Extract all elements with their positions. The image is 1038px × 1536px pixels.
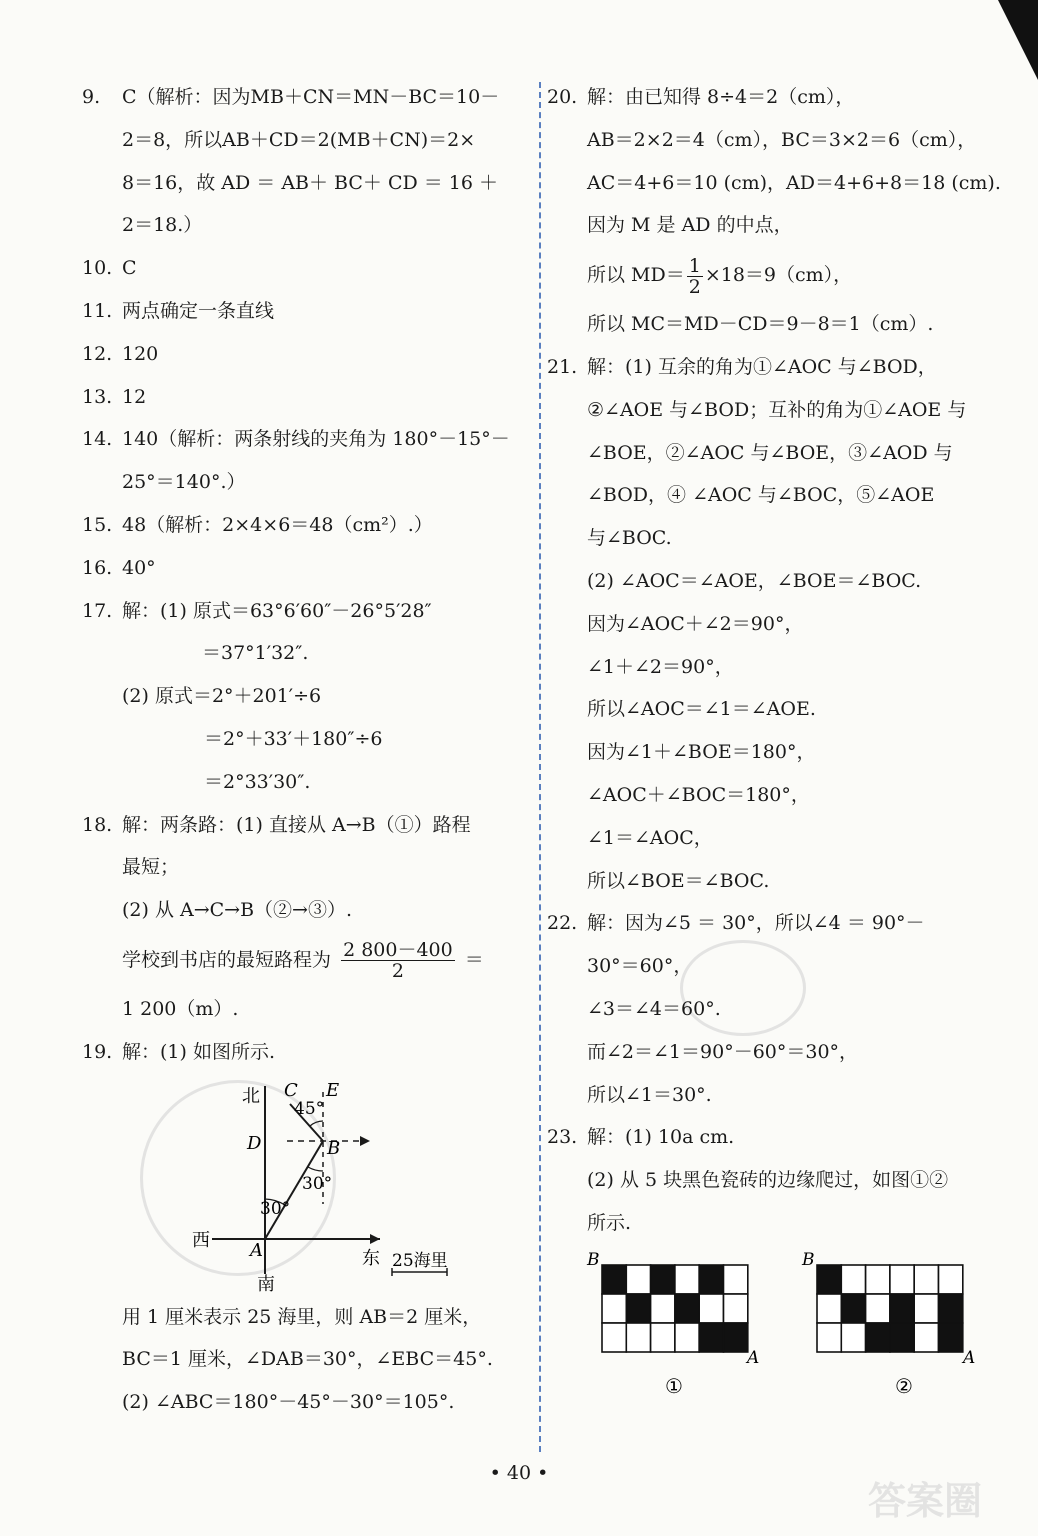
answer-text: (2) ∠AOC＝∠AOE，∠BOE＝∠BOC. (587, 569, 922, 592)
answer-text: ∠BOE，②∠AOC 与∠BOE，③∠AOD 与 (587, 441, 953, 464)
white-tile (724, 1294, 748, 1323)
answer-text: 8＝16，故 AD ＝ AB＋ BC＋ CD ＝ 16 ＋ (122, 171, 499, 194)
q20-numerator: 1 (688, 254, 701, 277)
answer-line (82, 504, 527, 547)
answer-text: 解：(1) 原式＝63°6′60″－26°5′28″ (122, 599, 432, 622)
answer-line (82, 418, 527, 461)
black-tile (890, 1294, 914, 1323)
answer-line (547, 688, 995, 731)
black-tile (817, 1265, 841, 1294)
answer-line (547, 1031, 995, 1074)
white-tile (866, 1294, 890, 1323)
answer-text: 2＝8，所以AB＋CD＝2(MB＋CN)＝2× (122, 128, 476, 151)
answer-text: 两点确定一条直线 (122, 299, 275, 322)
q19-after-lines (82, 1296, 527, 1424)
answer-line (547, 162, 1001, 205)
question-number: 12. (82, 342, 113, 365)
angle-45-label: 45° (294, 1098, 325, 1119)
angle-arc-b (308, 1167, 323, 1171)
question-number: 21. (547, 355, 578, 378)
tile-figure-2 (817, 1265, 963, 1352)
fig1-caption: ① (665, 1373, 683, 1395)
white-tile (890, 1265, 914, 1294)
question-number: 11. (82, 299, 113, 322)
white-tile (602, 1294, 626, 1323)
answer-line (82, 461, 527, 504)
q18-denominator: 2 (391, 960, 404, 983)
answer-line (82, 290, 527, 333)
answer-line (82, 1296, 527, 1339)
answer-text: ＝2°33′30″. (204, 770, 311, 793)
point-d-label: D (247, 1132, 262, 1154)
answer-text: 最短； (122, 856, 180, 879)
q18-prefix: 学校到书店的最短路程为 (122, 948, 332, 971)
angle-30-a-label: 30° (260, 1198, 291, 1219)
black-tile (699, 1323, 723, 1352)
answer-text: 所以∠AOC＝∠1＝∠AOE. (587, 698, 816, 721)
answer-line (82, 590, 527, 633)
black-tile (626, 1294, 650, 1323)
q18-fraction (341, 940, 455, 981)
question-number: 16. (82, 556, 113, 579)
answer-line (547, 731, 995, 774)
white-tile (651, 1323, 675, 1352)
q18-suffix: ＝ (464, 948, 484, 971)
page-number: • 40 • (489, 1462, 549, 1484)
answer-text: 所以∠1＝30°. (587, 1083, 712, 1106)
right-answer-lines-a (547, 76, 1001, 247)
fig1-corner-b: B (587, 1249, 600, 1270)
south-label: 南 (257, 1273, 275, 1295)
answer-line (82, 247, 527, 290)
answer-text: 所示. (587, 1211, 632, 1234)
q20-denominator: 2 (688, 275, 701, 298)
answer-line (82, 675, 527, 718)
question-number: 20. (547, 86, 578, 108)
answer-line (547, 902, 995, 945)
answer-text: 120 (122, 342, 159, 365)
tile-figures-svg (547, 1245, 995, 1395)
answer-line (547, 389, 995, 432)
black-tile (939, 1323, 963, 1352)
answer-line (547, 517, 995, 560)
column-divider (539, 82, 541, 1452)
answer-line (547, 76, 995, 119)
white-tile (626, 1265, 650, 1294)
question-number: 14. (82, 428, 113, 451)
point-a-label: A (250, 1239, 263, 1261)
answer-line (547, 303, 995, 346)
answer-text: 而∠2＝∠1＝90°－60°＝30°， (587, 1040, 859, 1063)
q20-half-line (547, 247, 995, 303)
answer-text: 与∠BOC. (587, 527, 672, 550)
question-number: 18. (82, 813, 113, 836)
answer-line (547, 474, 995, 517)
scale-label: 25海里 (392, 1250, 448, 1271)
white-tile (841, 1323, 865, 1352)
question-number: 10. (82, 257, 113, 280)
tile-figures (547, 1245, 995, 1395)
white-tile (866, 1265, 890, 1294)
white-tile (914, 1265, 938, 1294)
answer-text: 因为 M 是 AD 的中点， (587, 214, 793, 237)
north-label: 北 (242, 1085, 260, 1107)
answer-line (82, 333, 527, 376)
answer-line (82, 204, 527, 247)
fig2-caption: ② (895, 1373, 913, 1395)
answer-line (547, 817, 995, 860)
white-tile (914, 1323, 938, 1352)
q18-result: 1 200（m）. (122, 997, 239, 1020)
answer-text: 140（解析：两条射线的夹角为 180°－15°－ (122, 428, 510, 451)
right-answer-lines-b (547, 303, 995, 1245)
black-tile (602, 1265, 626, 1294)
point-e-label: E (326, 1079, 340, 1101)
answer-text: 解：因为∠5 ＝ 30°，所以∠4 ＝ 90°－ (587, 912, 925, 935)
answer-text: 解：(1) 互余的角为①∠AOC 与∠BOD， (587, 355, 937, 378)
answer-line (82, 761, 527, 804)
watermark-text: 答案圈 (868, 1479, 983, 1523)
white-tile (626, 1323, 650, 1352)
answer-line (82, 889, 527, 932)
question-number: 22. (547, 912, 578, 935)
answer-line (82, 1338, 527, 1381)
question-number: 15. (82, 513, 113, 536)
fig2-corner-a: A (963, 1347, 976, 1368)
answer-line (547, 988, 995, 1031)
question-number: 17. (82, 599, 113, 622)
west-label: 西 (192, 1229, 210, 1251)
white-tile (675, 1265, 699, 1294)
answer-text: ②∠AOE 与∠BOD；互补的角为①∠AOE 与 (587, 398, 967, 421)
white-tile (841, 1265, 865, 1294)
white-tile (651, 1294, 675, 1323)
white-tile (817, 1323, 841, 1352)
answer-text: BC＝1 厘米，∠DAB＝30°，∠EBC＝45°. (122, 1348, 493, 1371)
answer-text: 所以∠BOE＝∠BOC. (587, 869, 770, 892)
answer-text: ＝2°＋33′＋180″÷6 (204, 727, 383, 750)
right-column (547, 76, 1001, 1395)
answer-text: 用 1 厘米表示 25 海里，则 AB＝2 厘米， (122, 1305, 482, 1328)
question-number: 13. (82, 385, 113, 408)
white-tile (724, 1265, 748, 1294)
answer-line (547, 204, 995, 247)
answer-line (82, 846, 527, 889)
answer-line (82, 718, 527, 761)
answer-text: 40° (122, 556, 156, 579)
answer-text: 解：(1) 10a cm. (587, 1126, 735, 1149)
answer-line (547, 646, 995, 689)
answer-text: ∠3＝∠4＝60°. (587, 997, 721, 1020)
answer-text: 48（解析：2×4×6＝48（cm²）.） (122, 513, 433, 536)
answer-line (547, 774, 995, 817)
answer-line (82, 804, 527, 847)
answer-line (547, 346, 995, 389)
east-arrow-icon (370, 1234, 380, 1244)
black-tile (866, 1323, 890, 1352)
answer-line (547, 119, 995, 162)
q20-fraction (687, 256, 703, 297)
fig2-corner-b: B (802, 1249, 815, 1270)
answer-text: ∠BOD，④ ∠AOC 与∠BOC，⑤∠AOE (587, 484, 935, 507)
answer-text: 25°＝140°.） (122, 471, 246, 494)
answer-line (82, 119, 527, 162)
answer-text: ＝37°1′32″. (202, 642, 309, 665)
black-tile (841, 1294, 865, 1323)
q20-suffix: ×18＝9（cm）， (704, 264, 853, 287)
q18-numerator: 2 800－400 (343, 939, 453, 962)
answer-text: 30°＝60°， (587, 955, 693, 978)
white-tile (817, 1294, 841, 1323)
white-tile (602, 1323, 626, 1352)
answer-text: C（解析：因为MB＋CN＝MN－BC＝10－ (122, 86, 500, 108)
answer-text: ∠1＝∠AOC， (587, 826, 713, 849)
white-tile (675, 1323, 699, 1352)
black-tile (939, 1294, 963, 1323)
black-tile (890, 1323, 914, 1352)
answer-text: (2) ∠ABC＝180°－45°－30°＝105°. (122, 1391, 455, 1414)
point-c-label: C (284, 1079, 298, 1101)
answer-line (547, 945, 995, 988)
left-answer-lines (82, 76, 527, 932)
answer-text: ∠1＋∠2＝90°， (587, 655, 734, 678)
answer-line (547, 1159, 995, 1202)
answer-line (82, 162, 527, 205)
black-tile (699, 1265, 723, 1294)
black-tile (675, 1294, 699, 1323)
question-number: 23. (547, 1126, 578, 1149)
answer-line (82, 376, 527, 419)
white-tile (914, 1294, 938, 1323)
left-column (82, 76, 527, 1424)
answer-text: 12 (122, 385, 147, 408)
answer-line (547, 560, 995, 603)
q19-number: 19. (82, 1040, 113, 1063)
compass-diagram-svg (82, 1074, 527, 1296)
answer-text: (2) 原式＝2°＋201′÷6 (122, 685, 322, 708)
black-tile (651, 1265, 675, 1294)
answer-text: (2) 从 5 块黑色瓷砖的边缘爬过，如图①② (587, 1169, 949, 1192)
answer-line (547, 432, 995, 475)
white-tile (939, 1265, 963, 1294)
answer-line (547, 860, 995, 903)
question-number: 9. (82, 86, 101, 108)
answer-line (547, 1116, 995, 1159)
answer-line (82, 632, 527, 675)
east-dashed-arrow-icon (360, 1136, 370, 1146)
answer-text: 2＝18.） (122, 214, 203, 237)
q20-prefix: 所以 MD＝ (587, 264, 685, 287)
answer-text: 解：两条路：(1) 直接从 A→B（①）路程 (122, 813, 471, 836)
q19-text: 解：(1) 如图所示. (122, 1040, 275, 1063)
answer-text: AC＝4+6＝10 (cm)，AD＝4+6+8＝18 (cm). (587, 171, 1001, 194)
answer-text: (2) 从 A→C→B（②→③）. (122, 899, 353, 922)
answer-line (547, 1202, 995, 1245)
answer-line (82, 547, 527, 590)
east-label: 东 (362, 1247, 380, 1269)
answer-line (82, 76, 527, 119)
answer-line (547, 603, 995, 646)
answer-text: 所以 MC＝MD－CD＝9－8＝1（cm）. (587, 313, 934, 336)
compass-diagram (82, 1074, 527, 1296)
answer-text: C (122, 257, 137, 280)
angle-30-b-label: 30° (302, 1173, 333, 1194)
answer-line (547, 1074, 995, 1117)
tile-figure-1 (602, 1265, 748, 1352)
page-corner-shadow (998, 0, 1038, 80)
white-tile (699, 1294, 723, 1323)
point-b-label: B (327, 1137, 341, 1159)
answer-text: AB＝2×2＝4（cm），BC＝3×2＝6（cm）， (587, 128, 977, 151)
answer-text: 因为∠AOC＋∠2＝90°， (587, 612, 804, 635)
angle-arc-c (310, 1121, 323, 1126)
answer-text: 因为∠1＋∠BOE＝180°， (587, 741, 816, 764)
q19-intro (82, 1031, 527, 1074)
q18-shortest-line (82, 932, 527, 988)
black-tile (724, 1323, 748, 1352)
fig1-corner-a: A (747, 1347, 760, 1368)
answer-line (82, 1381, 527, 1424)
answer-text: ∠AOC＋∠BOC＝180°， (587, 783, 810, 806)
answer-text: 解：由已知得 8÷4＝2（cm）， (587, 86, 855, 108)
